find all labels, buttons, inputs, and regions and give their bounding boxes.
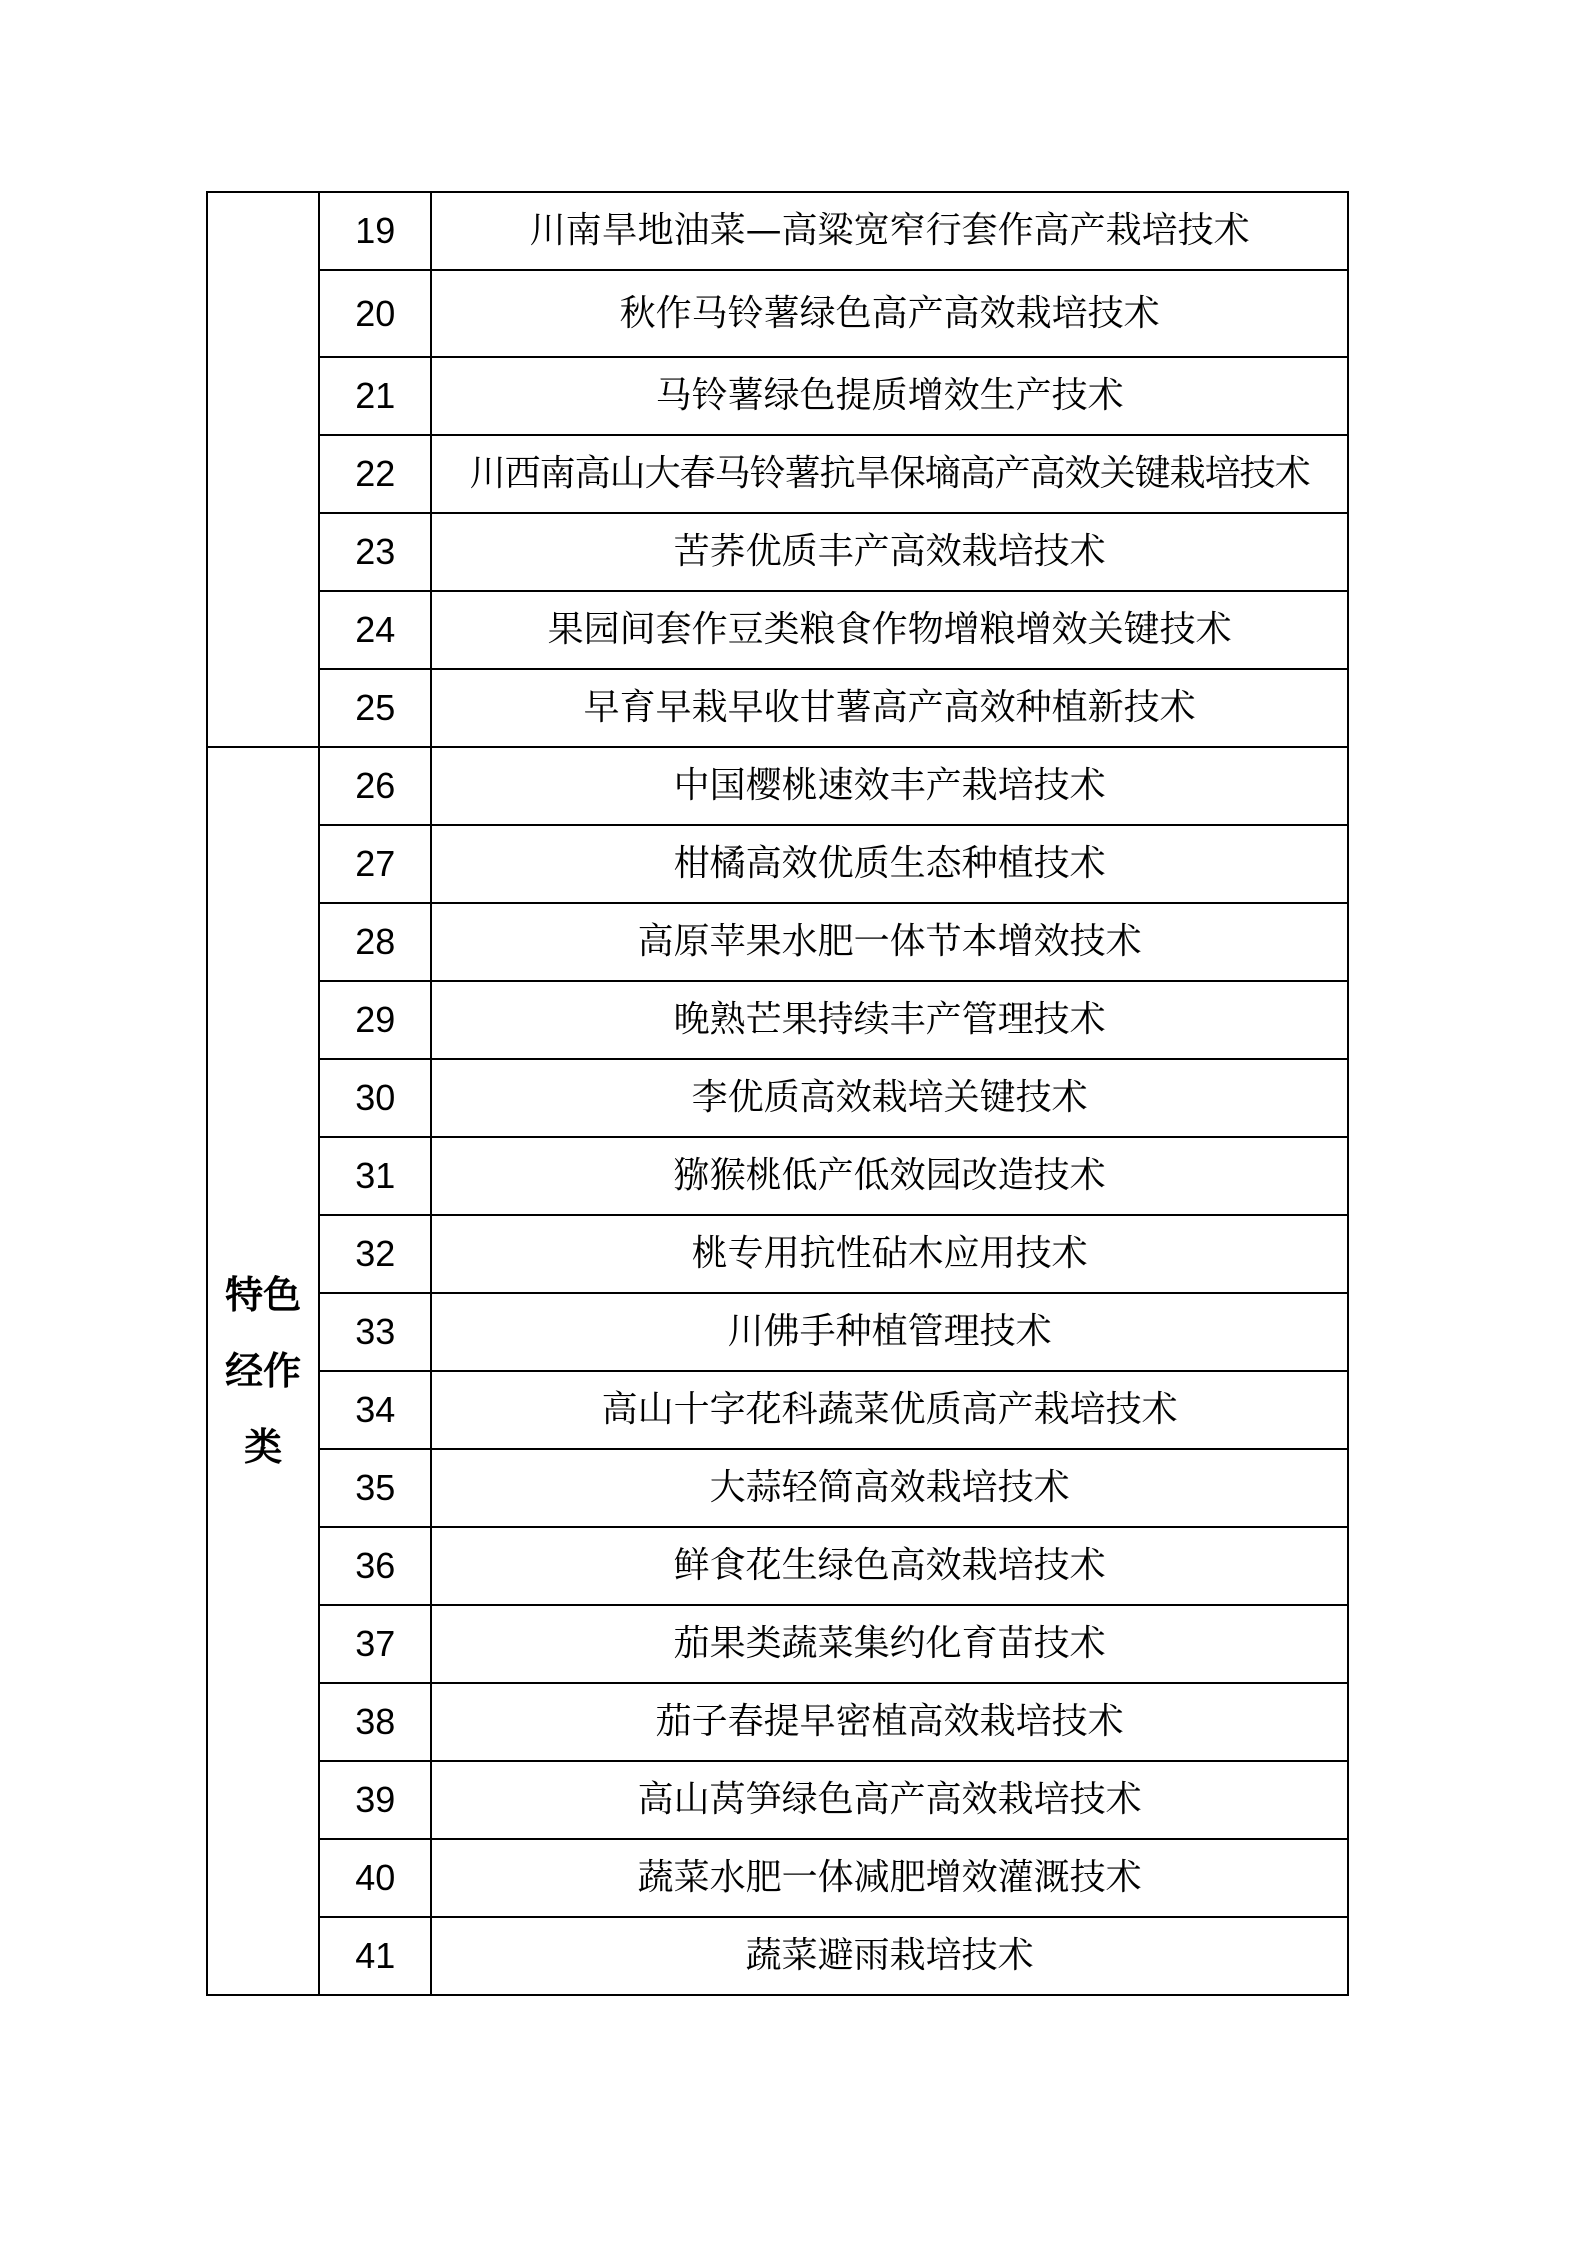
row-number: 20	[319, 270, 431, 357]
table-row	[207, 1917, 1348, 1995]
row-number: 38	[319, 1683, 431, 1761]
technology-name: 川佛手种植管理技术	[431, 1293, 1348, 1371]
row-number: 37	[319, 1605, 431, 1683]
technology-name: 川南旱地油菜—高粱宽窄行套作高产栽培技术	[431, 192, 1348, 270]
table-row	[207, 1527, 1348, 1605]
row-number: 26	[319, 747, 431, 825]
row-number: 32	[319, 1215, 431, 1293]
row-number: 23	[319, 513, 431, 591]
technology-name: 猕猴桃低产低效园改造技术	[431, 1137, 1348, 1215]
row-number: 41	[319, 1917, 431, 1995]
table-row	[207, 1215, 1348, 1293]
technology-name: 蔬菜水肥一体减肥增效灌溉技术	[431, 1839, 1348, 1917]
technology-name: 柑橘高效优质生态种植技术	[431, 825, 1348, 903]
technology-name: 晚熟芒果持续丰产管理技术	[431, 981, 1348, 1059]
technology-name: 茄子春提早密植高效栽培技术	[431, 1683, 1348, 1761]
row-number: 29	[319, 981, 431, 1059]
table-row	[207, 747, 1348, 825]
row-number: 24	[319, 591, 431, 669]
row-number: 34	[319, 1371, 431, 1449]
technology-name: 高山十字花科蔬菜优质高产栽培技术	[431, 1371, 1348, 1449]
row-number: 21	[319, 357, 431, 435]
table-row	[207, 270, 1348, 357]
technology-name: 茄果类蔬菜集约化育苗技术	[431, 1605, 1348, 1683]
row-number: 36	[319, 1527, 431, 1605]
category-cell	[207, 747, 319, 1995]
technology-name: 苦荞优质丰产高效栽培技术	[431, 513, 1348, 591]
row-number: 31	[319, 1137, 431, 1215]
technology-name: 李优质高效栽培关键技术	[431, 1059, 1348, 1137]
technology-name: 果园间套作豆类粮食作物增粮增效关键技术	[431, 591, 1348, 669]
row-number: 19	[319, 192, 431, 270]
table-row	[207, 1293, 1348, 1371]
technology-name: 早育早栽早收甘薯高产高效种植新技术	[431, 669, 1348, 747]
category-cell	[207, 192, 319, 747]
technology-name: 马铃薯绿色提质增效生产技术	[431, 357, 1348, 435]
technology-table	[206, 191, 1349, 1996]
technology-name: 鲜食花生绿色高效栽培技术	[431, 1527, 1348, 1605]
technology-name: 高原苹果水肥一体节本增效技术	[431, 903, 1348, 981]
table-row	[207, 1683, 1348, 1761]
row-number: 40	[319, 1839, 431, 1917]
table-row	[207, 1605, 1348, 1683]
table-row	[207, 1449, 1348, 1527]
row-number: 22	[319, 435, 431, 513]
technology-name: 秋作马铃薯绿色高产高效栽培技术	[431, 270, 1348, 357]
table-row	[207, 903, 1348, 981]
technology-name: 中国樱桃速效丰产栽培技术	[431, 747, 1348, 825]
table-row	[207, 1059, 1348, 1137]
row-number: 28	[319, 903, 431, 981]
row-number: 39	[319, 1761, 431, 1839]
table-row	[207, 1839, 1348, 1917]
table-row	[207, 591, 1348, 669]
row-number: 30	[319, 1059, 431, 1137]
technology-name: 川西南高山大春马铃薯抗旱保墒高产高效关键栽培技术	[431, 435, 1348, 513]
table-row	[207, 825, 1348, 903]
table-row	[207, 1371, 1348, 1449]
table-row	[207, 513, 1348, 591]
row-number: 35	[319, 1449, 431, 1527]
table-body	[207, 192, 1348, 1995]
technology-name: 大蒜轻简高效栽培技术	[431, 1449, 1348, 1527]
row-number: 33	[319, 1293, 431, 1371]
table-row	[207, 192, 1348, 270]
row-number: 27	[319, 825, 431, 903]
table-row	[207, 357, 1348, 435]
table-row	[207, 435, 1348, 513]
row-number: 25	[319, 669, 431, 747]
technology-name: 高山莴笋绿色高产高效栽培技术	[431, 1761, 1348, 1839]
table-row	[207, 669, 1348, 747]
table-row	[207, 1761, 1348, 1839]
technology-name: 桃专用抗性砧木应用技术	[431, 1215, 1348, 1293]
category-label: 特色经作类	[225, 1273, 302, 1469]
table-row	[207, 1137, 1348, 1215]
technology-name: 蔬菜避雨栽培技术	[431, 1917, 1348, 1995]
table-row	[207, 981, 1348, 1059]
